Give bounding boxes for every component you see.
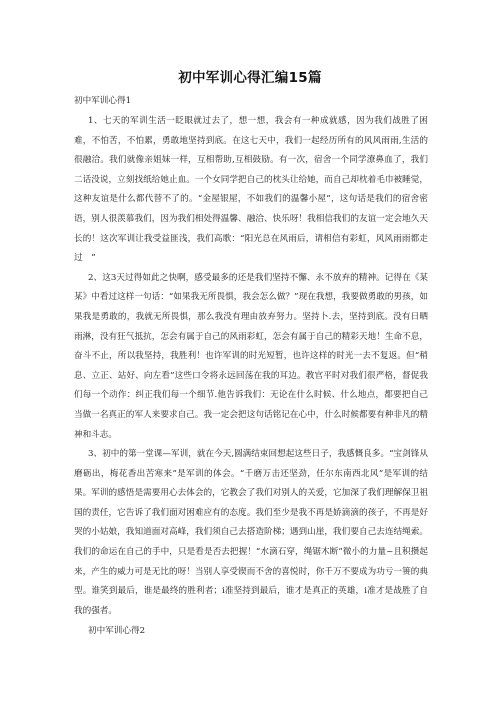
paragraph-2: 2、这3天过得如此之快啊，感受最多的还是我们坚持不懈、永不放弃的精神。记得在《某某》中看过这样一句话：“如果我无所畏惧，我会怎么做？”现在我想，我要做勇敢的男孩，如果我是勇敢的，我就无所畏惧，那么我没有理由放弃努力。坚持卜.去，坚持到底。没有日晒雨淋，没有狂气抵抗，怎会有属于自己的风雨彩虹，怎会有属于自己的精彩天地！生命不息，奋斗不止，所以我坚持，我胜利！也许军训的时光短暂，也许这样的时光一去不复返。但“稍息、立正、站好、向左看”这些口令将永远回荡在我的耳边。教官平时对我们很严格，督促我们每一个动作：纠正我们每一个细节.他告诉我们：无论在什么时候、什么地点，都要把自己当做一名真正的军人来要求自己。我一定会把这句话铭记在心中，什么时候都要有种非凡的精神和斗志。 xyxy=(74,272,428,440)
document-body xyxy=(74,95,428,642)
section-heading-1: 初中军训心得1 xyxy=(74,96,132,106)
section-heading-2: 初中军训心得2 xyxy=(88,626,146,637)
document-title: 初中军训心得汇编15篇 xyxy=(178,70,322,86)
paragraph-1: 1、七天的军训生活一眨眼就过去了，想一想，我会有一种成就感，因为我们战胜了困难，不怕苦，不怕累，勇敢地坚持到底。在这七天中，我们一起经历所有的风风雨雨,生活的很融洽。我们就像亲姐妹一样，互相帮助,互相鼓励。有一次，宿舍一个同学潦鼻血了，我们二话没说，立刻找纸给她止血。一个女同学把自己的枕头让给她，而自己却枕着毛巾被睡觉，这种友谊是什么都代替不了的。“金屋银屋，不如我们的温馨小屋”，这句话是我们的宿舍密语，别人很羡慕我们，因为我们相处得温馨、融洽、快乐呀！我相信我们的友谊一定会地久天长的！这次军训让我受益匪浅，我们高歌：“阳光总在风雨后，请相信有彩虹，风风雨雨都走过 ” xyxy=(74,116,428,264)
paragraph-3: 3、初中的第一堂课—军训，就在今天,圆满结束回想起这些日子，我感慨良多。“宝剑锋从磨砺出，梅花香出苦寒来”是军训的体会。“千磨万击还坚劲，任尔东南西北风”是军训的结果。军训的感悟是需要用心去体会的，它教会了我们对别人的关爱，它加深了我们理解保卫祖国的责任，它告诉了我们面对困难应有的态度。我们至少是我不再是娇滴滴的孩子，不再是好哭的小姑娘，我知道面对高峰，我们须自己去搭造阶梯；遇到山崖，我们要自己去连结绳索。我们的命运在自己的手中，只是看是否去把握！“水滴石穿，绳锯木断”微小的力量~且积攒起来，产生的威力可是无比的呀！当别人享受锲而不舍的喜悦时，你千万不要成为功亏一篑的典型。谁笑到最后，谁是最终的胜利者；i准坚持到最后，谁才是真正的英雄，i准才是战胜了自我的强者。 xyxy=(74,449,428,616)
